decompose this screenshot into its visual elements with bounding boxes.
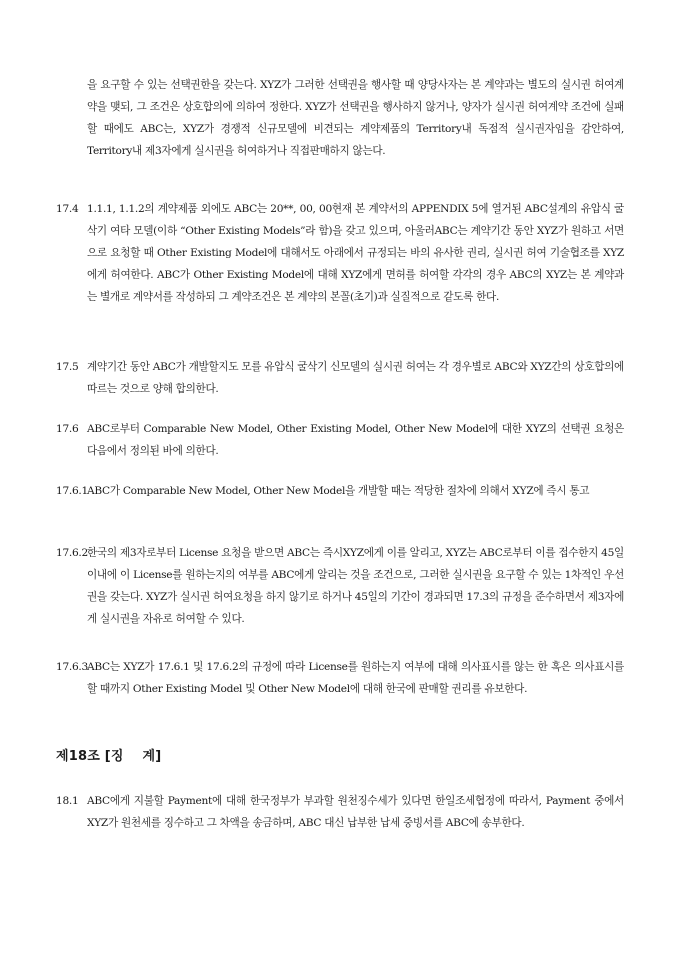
paragraph-number: 18.1 [56,795,79,807]
paragraph-text: ABC에게 지불할 Payment에 대해 한국정부가 부과할 원천징수세가 있다면 한일조세협정에 따라서, Payment 중에서 XYZ가 원천세를 징수하고 그 차액을 송금하며, ABC 대신 납부한 납세 중빙서를 ABC에 송부한다. [87,795,624,829]
paragraph-17-6-1 [56,480,624,502]
paragraph-text: ABC가 Comparable New Model, Other New Model을 개발할 때는 적당한 절차에 의해서 XYZ에 즉시 통고 [87,485,590,497]
paragraph-text: 을 요구할 수 있는 선택권한을 갖는다. XYZ가 그러한 선택권을 행사할 때 양당사자는 본 계약과는 별도의 실시권 허여계약을 맺되, 그 조건은 상호합의에 의하여 정한다. XYZ가 선택권을 행사하지 않거나, 양자가 실시권 허여계약 조건에 실패할 때에도 ABC는, XYZ가 경쟁적 신규모델에 비견되는 계약제품의 Territory내 독점적 실시권자임을 감안하여, Territory내 제3자에게 실시권을 허여하거나 직접판매하지 않는다. [87,79,624,157]
paragraph-continuation [56,74,624,162]
article-18-heading-block [56,746,624,768]
paragraph-text: 한국의 제3자로부터 License 요청을 받으면 ABC는 즉시XYZ에게 이를 알리고, XYZ는 ABC로부터 이를 접수한지 45일 이내에 이 License를 원하는지의 여부를 ABC에게 알리는 것을 조건으로, 그러한 실시권을 요구할 수 있는 1차적인 우선권을 갖는다. XYZ가 실시권 허여요청을 하지 않기로 하거나 45일의 기간이 경과되면 17.3의 규정을 준수하면서 제3자에게 실시권을 자유로 허여할 수 있다. [87,547,624,625]
article-heading: 제18조 [징 계] [56,749,162,764]
paragraph-text: 1.1.1, 1.1.2의 계약제품 외에도 ABC는 20**, 00, 00현재 본 계약서의 APPENDIX 5에 열거된 ABC설계의 유압식 굴삭기 여타 모델(이하 “Other Existing Models”라 함)을 갖고 있으며, 아울러ABC는 계약기간 동안 XYZ가 원하고 서면으로 요청할 때 Other Existing Model에 대해서도 아래에서 규정되는 바의 유사한 권리, 실시권 허여 기술협조를 XYZ에게 허여한다. ABC가 Other Existing Model에 대해 XYZ에게 면허를 허여할 각각의 경우 ABC의 XYZ는 본 계약과는 별개로 계약서를 작성하되 그 계약조건은 본 계약의 본꼴(초기)과 실질적으로 같도록 한다. [87,203,624,303]
paragraph-number: 17.6.1 [56,485,88,497]
paragraph-text: 계약기간 동안 ABC가 개발할지도 모를 유압식 굴삭기 신모델의 실시권 허여는 각 경우별로 ABC와 XYZ간의 상호합의에 따르는 것으로 양해 합의한다. [87,361,624,395]
paragraph-number: 17.4 [56,203,79,215]
paragraph-number: 17.6.2 [56,547,88,559]
paragraph-17-6-2 [56,542,624,630]
paragraph-number: 17.5 [56,361,79,373]
paragraph-17-6 [56,418,624,462]
paragraph-18-1 [56,790,624,834]
paragraph-17-5 [56,356,624,400]
paragraph-number: 17.6 [56,423,79,435]
paragraph-17-4 [56,198,624,308]
paragraph-text: ABC로부터 Comparable New Model, Other Existing Model, Other New Model에 대한 XYZ의 선택권 요청은 다음에서 정의된 바에 의한다. [87,423,624,457]
paragraph-text: ABC는 XYZ가 17.6.1 및 17.6.2의 규정에 따라 License를 원하는지 여부에 대해 의사표시를 않는 한 혹은 의사표시를 할 때까지 Other Existing Model 및 Other New Model에 대해 한국에 판매할 권리를 유보한다. [87,661,624,695]
paragraph-17-6-3 [56,656,624,700]
paragraph-number: 17.6.3 [56,661,88,673]
